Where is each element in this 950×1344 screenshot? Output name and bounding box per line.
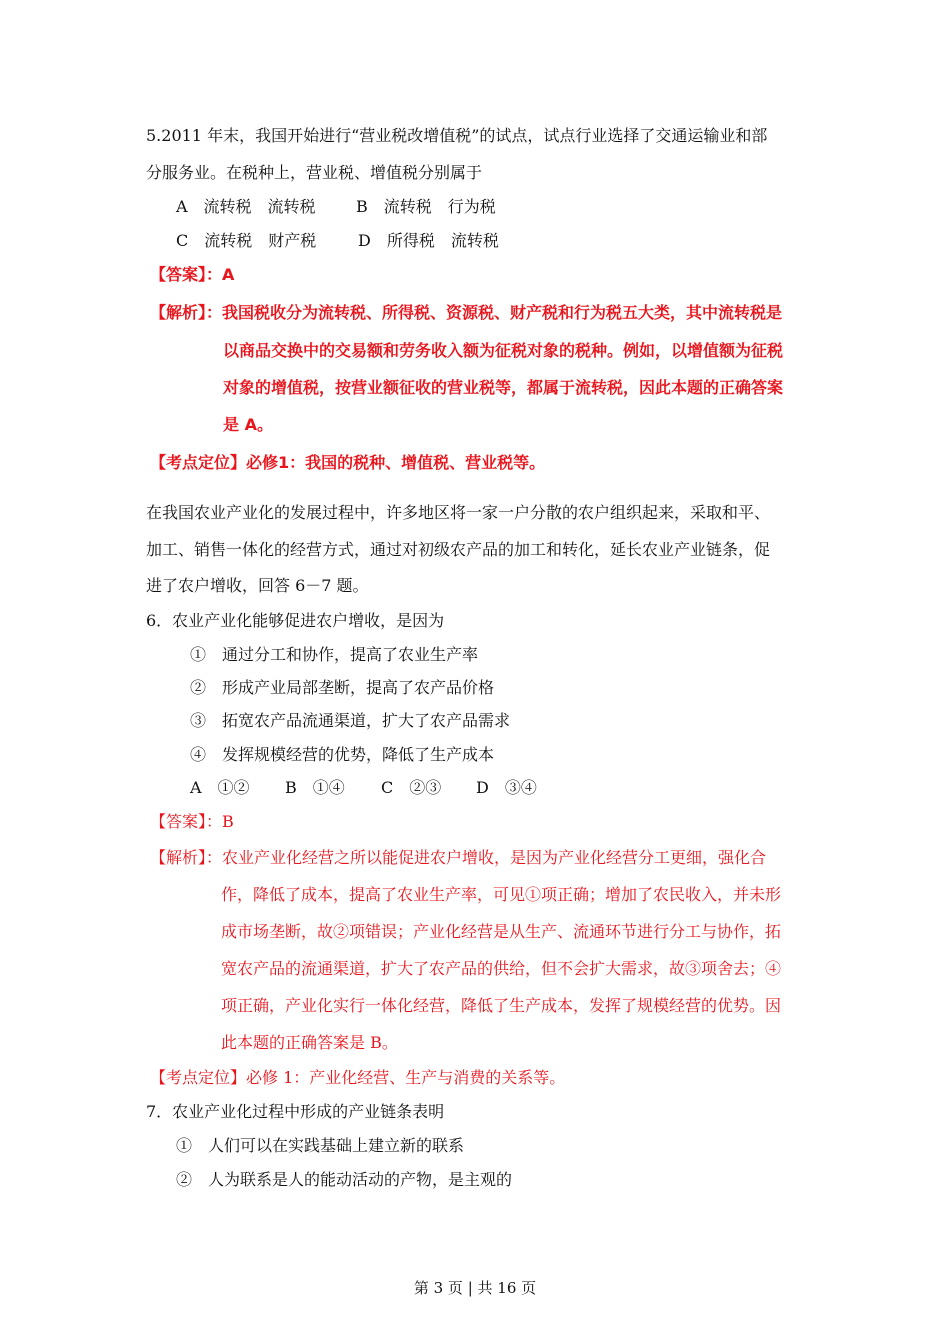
q6-stem: 6．农业产业化能够促进农户增收，是因为: [146, 611, 445, 630]
q6-answer: 【答案】：B: [150, 812, 234, 831]
intro-line2: 加工、销售一体化的经营方式，通过对初级农产品的加工和转化，延长农业产业链条，促: [146, 540, 771, 559]
q5-analysis-line4: 是 A。: [223, 415, 273, 434]
q5-option-c: C 流转税 财产税: [176, 231, 317, 250]
page-footer: 第 3 页 | 共 16 页: [413, 1279, 537, 1297]
q7-item-2: ② 人为联系是人的能动活动的产物，是主观的: [176, 1170, 513, 1189]
q5-analysis-line2: 以商品交换中的交易额和劳务收入额为征税对象的税种。例如，以增值额为征税: [223, 341, 784, 360]
q5-option-d: D 所得税 流转税: [358, 231, 499, 250]
q6-option-a: A ①②: [190, 778, 250, 797]
q6-analysis-line4: 宽农产品的流通渠道，扩大了农产品的供给，但不会扩大需求，故③项舍去；④: [221, 959, 782, 978]
q5-stem-line1: 5.2011 年末，我国开始进行“营业税改增值税”的试点，试点行业选择了交通运输业和部: [146, 126, 768, 145]
q5-analysis-line1: 【解析】：我国税收分为流转税、所得税、资源税、财产税和行为税五大类，其中流转税是: [150, 303, 783, 322]
q6-option-c: C ②③: [381, 778, 442, 797]
q5-analysis-line3: 对象的增值税，按营业额征收的营业税等，都属于流转税，因此本题的正确答案: [223, 378, 784, 397]
q5-option-b: B 流转税 行为税: [356, 197, 496, 216]
q6-item-1: ① 通过分工和协作，提高了农业生产率: [190, 645, 479, 664]
q6-analysis-line2: 作，降低了成本，提高了农业生产率，可见①项正确；增加了农民收入，并未形: [221, 885, 782, 904]
q6-analysis-line3: 成市场垄断，故②项错误；产业化经营是从生产、流通环节进行分工与协作，拓: [221, 922, 782, 941]
q6-analysis-line1: 【解析】：农业产业化经营之所以能促进农户增收，是因为产业化经营分工更细，强化合: [150, 848, 767, 867]
q5-answer: 【答案】：A: [150, 265, 235, 284]
q6-analysis-line5: 项正确，产业化实行一体化经营，降低了生产成本，发挥了规模经营的优势。因: [221, 996, 782, 1015]
q6-item-3: ③ 拓宽农产品流通渠道，扩大了农产品需求: [190, 711, 511, 730]
intro-line3: 进了农户增收，回答 6－7 题。: [146, 576, 369, 595]
q6-option-b: B ①④: [285, 778, 345, 797]
q6-item-2: ② 形成产业局部垄断，提高了农产品价格: [190, 678, 495, 697]
q6-analysis-line6: 此本题的正确答案是 B。: [221, 1033, 398, 1052]
q7-stem: 7．农业产业化过程中形成的产业链条表明: [146, 1102, 445, 1121]
q5-stem-line2: 分服务业。在税种上，营业税、增值税分别属于: [146, 163, 483, 182]
q6-item-4: ④ 发挥规模经营的优势，降低了生产成本: [190, 745, 495, 764]
q5-option-a: A 流转税 流转税: [176, 197, 316, 216]
q6-option-d: D ③④: [476, 778, 537, 797]
q6-point: 【考点定位】必修 1：产业化经营、生产与消费的关系等。: [150, 1068, 566, 1087]
q7-item-1: ① 人们可以在实践基础上建立新的联系: [176, 1136, 465, 1155]
intro-line1: 在我国农业产业化的发展过程中，许多地区将一家一户分散的农户组织起来，采取和平、: [146, 503, 771, 522]
q5-point: 【考点定位】必修1：我国的税种、增值税、营业税等。: [150, 453, 546, 472]
